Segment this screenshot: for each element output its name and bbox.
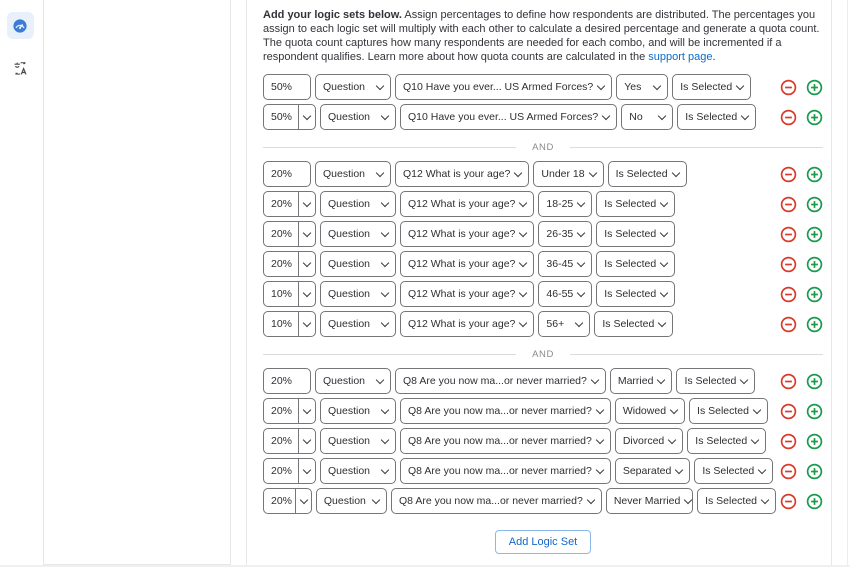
logic-row — [263, 161, 823, 187]
add-condition-button[interactable] — [806, 196, 823, 213]
choice-select[interactable]: Under 18 — [533, 161, 603, 187]
logic-row — [263, 458, 823, 484]
chevron-down-icon — [671, 168, 679, 176]
row-actions — [780, 403, 823, 420]
percent-control — [263, 221, 316, 247]
chevron-down-icon — [761, 495, 769, 503]
add-condition-button[interactable] — [806, 166, 823, 183]
chevron-down-icon — [381, 111, 389, 119]
chevron-down-icon — [303, 228, 311, 236]
intro-text — [263, 8, 823, 64]
percent-dropdown-toggle[interactable] — [298, 312, 315, 336]
percent-control — [263, 104, 316, 130]
minus-circle-icon — [780, 493, 797, 510]
choice-select[interactable]: Never Married — [606, 488, 693, 514]
chevron-down-icon — [668, 435, 676, 443]
chevron-down-icon — [670, 405, 678, 413]
chevron-down-icon — [657, 375, 665, 383]
choice-select[interactable]: Married — [610, 368, 673, 394]
row-actions — [780, 79, 823, 96]
chevron-down-icon — [577, 198, 585, 206]
percent-input[interactable]: 50% — [271, 81, 293, 93]
chevron-down-icon — [575, 318, 583, 326]
chevron-down-icon — [660, 198, 668, 206]
type-select[interactable]: Question — [320, 398, 396, 424]
logic-row — [263, 221, 823, 247]
row-actions — [780, 493, 823, 510]
row-actions — [780, 286, 823, 303]
question-select[interactable]: Q10 Have you ever... US Armed Forces? — [395, 74, 612, 100]
gauge-icon — [12, 18, 28, 34]
remove-condition-button[interactable] — [780, 433, 797, 450]
chevron-down-icon — [660, 288, 668, 296]
logic-row — [263, 251, 823, 277]
question-select[interactable]: Q12 What is your age? — [400, 281, 534, 307]
question-select[interactable]: Q10 Have you ever... US Armed Forces? — [400, 104, 617, 130]
percent-input[interactable]: 20% — [271, 495, 293, 507]
intro-after-link-text: . — [712, 51, 716, 63]
operator-select[interactable]: Is Selected — [689, 398, 768, 424]
percent-input[interactable]: 10% — [271, 318, 293, 330]
row-actions — [780, 463, 823, 480]
question-select[interactable]: Q8 Are you now ma...or never married? — [400, 458, 611, 484]
percent-input[interactable]: 50% — [271, 111, 293, 123]
logic-row — [263, 104, 823, 130]
percent-input[interactable]: 20% — [271, 435, 293, 447]
remove-condition-button[interactable] — [780, 463, 797, 480]
remove-condition-button[interactable] — [780, 79, 797, 96]
percent-control — [263, 161, 311, 187]
chevron-down-icon — [381, 288, 389, 296]
chevron-down-icon — [519, 288, 527, 296]
percent-control — [263, 251, 316, 277]
row-actions — [780, 226, 823, 243]
support-page-link[interactable]: support page — [648, 51, 713, 63]
logic-row — [263, 368, 823, 394]
chevron-down-icon — [381, 228, 389, 236]
remove-condition-button[interactable] — [780, 196, 797, 213]
chevron-down-icon — [303, 405, 311, 413]
chevron-down-icon — [381, 465, 389, 473]
type-select[interactable]: Question — [315, 74, 391, 100]
chevron-down-icon — [588, 168, 596, 176]
chevron-down-icon — [303, 111, 311, 119]
operator-select[interactable]: Is Selected — [596, 221, 675, 247]
logic-row — [263, 311, 823, 337]
chevron-down-icon — [376, 375, 384, 383]
percent-control — [263, 281, 316, 307]
row-actions — [780, 433, 823, 450]
choice-select[interactable]: No — [621, 104, 673, 130]
minus-circle-icon — [780, 256, 797, 273]
row-actions — [780, 256, 823, 273]
operator-select[interactable]: Is Selected — [672, 74, 751, 100]
chevron-down-icon — [514, 168, 522, 176]
percent-dropdown-toggle[interactable] — [298, 282, 315, 306]
operator-select[interactable]: Is Selected — [596, 251, 675, 277]
chevron-down-icon — [519, 258, 527, 266]
question-select[interactable]: Q8 Are you now ma...or never married? — [395, 368, 606, 394]
remove-condition-button[interactable] — [780, 286, 797, 303]
remove-condition-button[interactable] — [780, 316, 797, 333]
plus-circle-icon — [806, 433, 823, 450]
chevron-down-icon — [675, 465, 683, 473]
minus-circle-icon — [780, 79, 797, 96]
chevron-down-icon — [740, 375, 748, 383]
chevron-down-icon — [741, 111, 749, 119]
translations-nav-button[interactable] — [7, 55, 34, 82]
type-select[interactable]: Question — [320, 428, 396, 454]
add-condition-button[interactable] — [806, 373, 823, 390]
operator-select[interactable]: Is Selected — [697, 488, 776, 514]
chevron-down-icon — [596, 465, 604, 473]
add-logic-set-button[interactable]: Add Logic Set — [495, 530, 592, 554]
minus-circle-icon — [780, 403, 797, 420]
chevron-down-icon — [736, 81, 744, 89]
chevron-down-icon — [577, 258, 585, 266]
minus-circle-icon — [780, 373, 797, 390]
row-actions — [780, 109, 823, 126]
choice-select[interactable]: 56+ — [538, 311, 590, 337]
chevron-down-icon — [519, 318, 527, 326]
choice-select[interactable]: 26-35 — [538, 221, 592, 247]
choice-select[interactable]: 36-45 — [538, 251, 592, 277]
percent-dropdown-toggle[interactable] — [298, 459, 315, 483]
plus-circle-icon — [806, 109, 823, 126]
minus-circle-icon — [780, 286, 797, 303]
add-condition-button[interactable] — [806, 286, 823, 303]
minus-circle-icon — [780, 463, 797, 480]
percent-input[interactable]: 20% — [271, 405, 293, 417]
type-select[interactable]: Question — [320, 221, 396, 247]
chevron-down-icon — [519, 198, 527, 206]
percent-control — [263, 428, 316, 454]
plus-circle-icon — [806, 463, 823, 480]
add-condition-button[interactable] — [806, 79, 823, 96]
intro-body-text: Assign percentages to define how respondents are distributed. The percentages you assign to each logic set will multiply with each other to calculate a desired percentage and generate a quota count. The quota count captures how many respondents are needed for each combo, and will be incremented if a respondent qualifies. Learn more about how quota counts are calculated in the — [263, 9, 820, 63]
percent-input[interactable]: 20% — [271, 228, 293, 240]
chevron-down-icon — [596, 405, 604, 413]
choice-select[interactable]: Divorced — [615, 428, 683, 454]
add-condition-button[interactable] — [806, 403, 823, 420]
minus-circle-icon — [780, 316, 797, 333]
chevron-down-icon — [381, 258, 389, 266]
translate-icon — [13, 61, 28, 76]
chevron-down-icon — [577, 288, 585, 296]
chevron-down-icon — [660, 228, 668, 236]
and-label: AND — [532, 142, 554, 153]
logic-row — [263, 428, 823, 454]
remove-condition-button[interactable] — [780, 226, 797, 243]
logic-sets-container — [263, 74, 823, 514]
chevron-down-icon — [602, 111, 610, 119]
chevron-down-icon — [577, 228, 585, 236]
plus-circle-icon — [806, 373, 823, 390]
operator-select[interactable]: Is Selected — [596, 281, 675, 307]
chevron-down-icon — [658, 318, 666, 326]
intro-bold-text: Add your logic sets below. — [263, 9, 402, 21]
choice-select[interactable]: Yes — [616, 74, 668, 100]
chevron-down-icon — [758, 465, 766, 473]
percent-control — [263, 458, 316, 484]
plus-circle-icon — [806, 79, 823, 96]
percent-control — [263, 488, 312, 514]
chevron-down-icon — [519, 228, 527, 236]
and-label: AND — [532, 349, 554, 360]
percent-dropdown-toggle[interactable] — [298, 429, 315, 453]
quotas-main-panel — [246, 0, 832, 565]
chevron-down-icon — [303, 198, 311, 206]
type-select[interactable]: Question — [316, 488, 387, 514]
chevron-down-icon — [381, 435, 389, 443]
row-actions — [780, 373, 823, 390]
add-condition-button[interactable] — [806, 493, 823, 510]
quotas-nav-button[interactable] — [7, 12, 34, 39]
chevron-down-icon — [303, 465, 311, 473]
add-logic-set-row — [263, 530, 823, 554]
operator-select[interactable]: Is Selected — [687, 428, 766, 454]
minus-circle-icon — [780, 226, 797, 243]
remove-condition-button[interactable] — [780, 373, 797, 390]
operator-select[interactable]: Is Selected — [694, 458, 773, 484]
chevron-down-icon — [303, 288, 311, 296]
question-select[interactable]: Q8 Are you now ma...or never married? — [391, 488, 602, 514]
percent-dropdown-toggle[interactable] — [298, 105, 315, 129]
percent-input[interactable]: 20% — [271, 168, 293, 180]
chevron-down-icon — [753, 405, 761, 413]
logic-row — [263, 74, 823, 100]
and-divider — [263, 134, 823, 161]
chevron-down-icon — [381, 405, 389, 413]
add-condition-button[interactable] — [806, 226, 823, 243]
chevron-down-icon — [658, 111, 666, 119]
chevron-down-icon — [591, 375, 599, 383]
chevron-down-icon — [596, 435, 604, 443]
add-condition-button[interactable] — [806, 316, 823, 333]
add-condition-button[interactable] — [806, 433, 823, 450]
operator-select[interactable]: Is Selected — [596, 191, 675, 217]
plus-circle-icon — [806, 286, 823, 303]
row-actions — [780, 196, 823, 213]
choice-select[interactable]: Separated — [615, 458, 690, 484]
plus-circle-icon — [806, 166, 823, 183]
percent-control — [263, 368, 311, 394]
question-select[interactable]: Q8 Are you now ma...or never married? — [400, 428, 611, 454]
remove-condition-button[interactable] — [780, 493, 797, 510]
plus-circle-icon — [806, 226, 823, 243]
plus-circle-icon — [806, 316, 823, 333]
minus-circle-icon — [780, 433, 797, 450]
question-select[interactable]: Q12 What is your age? — [400, 311, 534, 337]
row-actions — [780, 316, 823, 333]
chevron-down-icon — [376, 168, 384, 176]
and-divider — [263, 341, 823, 368]
operator-select[interactable]: Is Selected — [677, 104, 756, 130]
chevron-down-icon — [372, 495, 380, 503]
chevron-down-icon — [376, 81, 384, 89]
remove-condition-button[interactable] — [780, 403, 797, 420]
type-select[interactable]: Question — [320, 191, 396, 217]
percent-dropdown-toggle[interactable] — [298, 192, 315, 216]
percent-control — [263, 398, 316, 424]
percent-input[interactable]: 20% — [271, 198, 293, 210]
chevron-down-icon — [751, 435, 759, 443]
remove-condition-button[interactable] — [780, 109, 797, 126]
chevron-down-icon — [587, 495, 595, 503]
logic-row — [263, 191, 823, 217]
type-select[interactable]: Question — [320, 458, 396, 484]
operator-select[interactable]: Is Selected — [676, 368, 755, 394]
percent-input[interactable]: 20% — [271, 465, 293, 477]
type-select[interactable]: Question — [320, 281, 396, 307]
choice-select[interactable]: Widowed — [615, 398, 685, 424]
percent-dropdown-toggle[interactable] — [298, 222, 315, 246]
type-select[interactable]: Question — [315, 368, 391, 394]
remove-condition-button[interactable] — [780, 256, 797, 273]
question-select[interactable]: Q12 What is your age? — [400, 251, 534, 277]
plus-circle-icon — [806, 493, 823, 510]
percent-input[interactable]: 10% — [271, 288, 293, 300]
add-condition-button[interactable] — [806, 463, 823, 480]
question-select[interactable]: Q12 What is your age? — [395, 161, 529, 187]
scrollbar-track[interactable] — [847, 0, 848, 567]
plus-circle-icon — [806, 256, 823, 273]
operator-select[interactable]: Is Selected — [608, 161, 687, 187]
type-select[interactable]: Question — [320, 311, 396, 337]
chevron-down-icon — [684, 495, 692, 503]
percent-dropdown-toggle[interactable] — [295, 489, 310, 513]
choice-select[interactable]: 18-25 — [538, 191, 592, 217]
choice-select[interactable]: 46-55 — [538, 281, 592, 307]
add-condition-button[interactable] — [806, 256, 823, 273]
type-select[interactable]: Question — [315, 161, 391, 187]
chevron-down-icon — [303, 258, 311, 266]
percent-control — [263, 191, 316, 217]
chevron-down-icon — [303, 318, 311, 326]
percent-control — [263, 311, 316, 337]
question-select[interactable]: Q12 What is your age? — [400, 191, 534, 217]
side-panel — [43, 0, 231, 565]
type-select[interactable]: Question — [320, 104, 396, 130]
percent-control — [263, 74, 311, 100]
chevron-down-icon — [381, 318, 389, 326]
row-actions — [780, 166, 823, 183]
percent-dropdown-toggle[interactable] — [298, 252, 315, 276]
plus-circle-icon — [806, 403, 823, 420]
remove-condition-button[interactable] — [780, 166, 797, 183]
chevron-down-icon — [303, 435, 311, 443]
chevron-down-icon — [299, 495, 307, 503]
chevron-down-icon — [381, 198, 389, 206]
logic-row — [263, 281, 823, 307]
minus-circle-icon — [780, 196, 797, 213]
percent-input[interactable]: 20% — [271, 258, 293, 270]
question-select[interactable]: Q8 Are you now ma...or never married? — [400, 398, 611, 424]
question-select[interactable]: Q12 What is your age? — [400, 221, 534, 247]
plus-circle-icon — [806, 196, 823, 213]
add-condition-button[interactable] — [806, 109, 823, 126]
type-select[interactable]: Question — [320, 251, 396, 277]
percent-input[interactable]: 20% — [271, 375, 293, 387]
chevron-down-icon — [660, 258, 668, 266]
logic-row — [263, 398, 823, 424]
minus-circle-icon — [780, 109, 797, 126]
operator-select[interactable]: Is Selected — [594, 311, 673, 337]
logic-row — [263, 488, 823, 514]
chevron-down-icon — [597, 81, 605, 89]
chevron-down-icon — [653, 81, 661, 89]
percent-dropdown-toggle[interactable] — [298, 399, 315, 423]
minus-circle-icon — [780, 166, 797, 183]
left-icon-rail — [0, 0, 40, 567]
